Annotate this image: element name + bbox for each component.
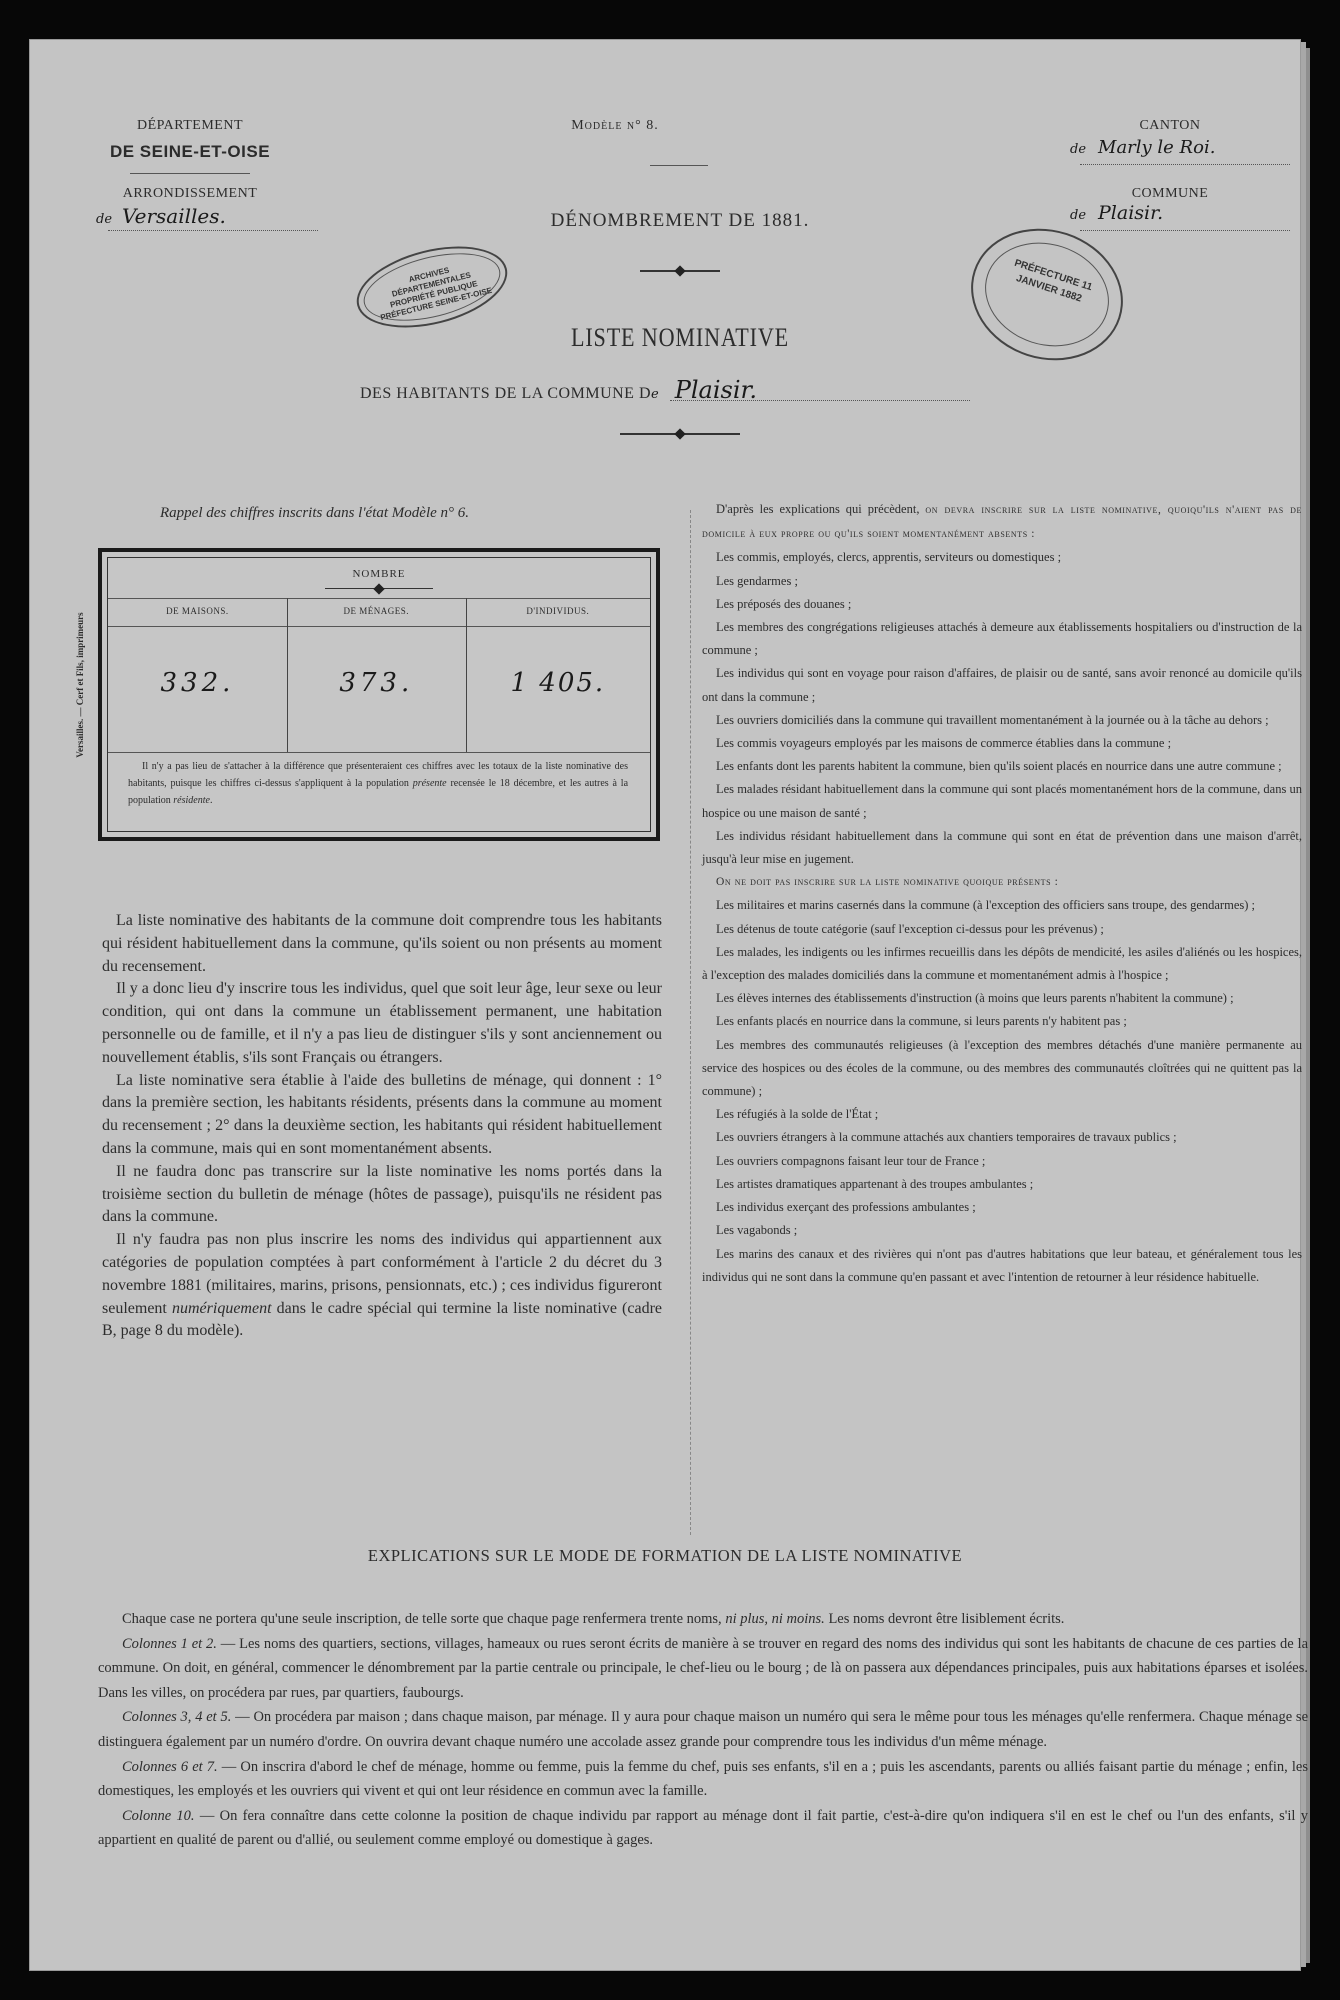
canton-value: Marly le Roi.	[1098, 137, 1216, 158]
departement-value: DE SEINE-ET-OISE	[109, 142, 271, 161]
liste-commune-line	[670, 400, 970, 401]
right-item: Les gendarmes ;	[716, 573, 798, 588]
canton-line	[1080, 164, 1290, 165]
modele-label: Modèle n° 8.	[571, 118, 659, 133]
explication-paragraph: Colonne 10. — On fera connaître dans cette colonne la position de chaque individu par rapport au ménage dont il fait partie, c'est-à-dire qu'on indiquera s'il en est le chef ou l'un des enfants, s'il y appartient en qualité de parent ou d'allié, ou seulement comme employé ou domestique à gages.	[98, 1807, 1309, 1849]
archives-stamp-text: ARCHIVES DÉPARTEMENTALES PROPRIÉTÉ PUBLIQUE PRÉFECTURE SEINE-ET-OISE	[379, 265, 493, 323]
right-item: Les militaires et marins casernés dans la commune (à l'exception des officiers sans troupe, des gendarmes) ;	[716, 898, 1255, 913]
right-item: Les commis voyageurs employés par les maisons de commerce établies dans la commune ;	[716, 736, 1172, 751]
right-item: Les enfants placés en nourrice dans la commune, si leurs parents n'y habitent pas ;	[716, 1014, 1127, 1029]
col-maisons-header: DE MAISONS.	[166, 606, 229, 616]
arrondissement-label: ARRONDISSEMENT	[122, 186, 258, 201]
right-heading: On ne doit pas inscrire sur la liste nominative quoique présents :	[716, 876, 1059, 889]
commune-label: COMMUNE	[1131, 186, 1209, 201]
left-paragraph: Il n'y faudra pas non plus inscrire les noms des individus qui appartiennent aux catégories de population comptées à part conformément à l'article 2 du décret du 3 novembre 1881 (militaires, marins, prisons, pensionnats, etc.) ; ces individus figureront seulement numériquement dans le cadre spécial qui termine la liste nominative (cadre B, page 8 du modèle).	[102, 1231, 662, 1340]
commune-value: Plaisir.	[1098, 202, 1164, 224]
right-intro: D'après les explications qui précèdent, on devra inscrire sur la liste nominative, quoiqu'ils n'aient pas de domicile à eux propre ou qu'ils soient momentanément absents :	[702, 502, 1303, 541]
right-item: Les ouvriers domiciliés dans la commune qui travaillent momentanément à la journée ou à la tâche au dehors ;	[716, 712, 1269, 727]
col-individus-header: D'INDIVIDUS.	[526, 606, 590, 616]
arrondissement-field	[96, 204, 316, 230]
right-item: Les artistes dramatiques appartenant à des troupes ambulantes ;	[716, 1176, 1034, 1191]
canton-prefix: de	[1070, 142, 1087, 157]
right-item: Les ouvriers étrangers à la commune attachés aux chantiers temporaires de travaux publics ;	[716, 1130, 1177, 1145]
table-header: NOMBRE	[352, 568, 406, 580]
right-item: Les commis, employés, clercs, apprentis, serviteurs ou domestiques ;	[716, 550, 1062, 565]
commune-prefix: de	[1070, 208, 1087, 223]
right-item: Les réfugiés à la solde de l'État ;	[716, 1107, 879, 1122]
arrondissement-value: Versailles.	[122, 204, 226, 228]
departement-label: DÉPARTEMENT	[136, 118, 244, 133]
rappel-caption: Rappel des chiffres inscrits dans l'état Modèle n° 6.	[160, 505, 470, 521]
modele-rule	[650, 165, 708, 166]
left-paragraph: La liste nominative des habitants de la commune doit comprendre tous les habitants qui résident habituellement dans la commune, qu'ils soient ou non présents au moment du recensement.	[102, 912, 662, 975]
right-item: Les membres des congrégations religieuses attachés à demeure aux établissements hospitaliers ou d'instruction de la commune ;	[702, 620, 1302, 658]
explications-title: EXPLICATIONS SUR LE MODE DE FORMATION DE LA LISTE NOMINATIVE	[367, 1546, 963, 1565]
right-item: Les préposés des douanes ;	[716, 596, 852, 611]
right-item: Les malades, les indigents ou les infirmes recueillis dans les dépôts de mendicité, les asiles d'aliénés ou les hospices, à l'exception des malades domiciliés dans la commune et momentanément admis à l'hospice ;	[702, 944, 1302, 983]
right-item: Les enfants dont les parents habitent la commune, bien qu'ils soient placés en nourrice dans une autre commune ;	[716, 759, 1282, 774]
liste-ornament	[620, 433, 740, 435]
arrondissement-prefix: de	[96, 212, 113, 227]
explication-paragraph: Chaque case ne portera qu'une seule inscription, de telle sorte que chaque page renfermera trente noms, ni plus, ni moins. Les noms devront être lisiblement écrits.	[122, 1611, 1065, 1627]
rappel-table	[98, 548, 660, 841]
commune-field	[1070, 202, 1310, 228]
right-item: Les vagabonds ;	[716, 1223, 798, 1238]
right-item: Les membres des communautés religieuses (à l'exception des membres détachés d'une manière permanente au service des hospices ou des écoles de la commune, ou des membres des communautés cloîtrées qui ne quittent pas la commune) ;	[702, 1037, 1302, 1099]
right-item: Les marins des canaux et des rivières qui n'ont pas d'autres habitations que leur bateau, et généralement tous les individus qui ne sont dans la commune qu'en passant et avec l'intention de retourner à leur résidence habituelle.	[702, 1246, 1302, 1284]
left-paragraph: Il ne faudra donc pas transcrire sur la liste nominative les noms portés dans la troisième section du bulletin de ménage (hôtes de passage), puisqu'ils ne résident pas dans la commune.	[102, 1162, 662, 1226]
ornament-rule	[640, 270, 720, 272]
liste-commune-value: Plaisir.	[674, 376, 757, 404]
arrondissement-line	[108, 230, 318, 231]
liste-commune-prefix: e	[651, 387, 659, 402]
prefecture-stamp	[954, 209, 1140, 379]
commune-line	[1080, 230, 1290, 231]
table-note: Il n'y a pas lieu de s'attacher à la différence que présenteraient ces chiffres avec les totaux de la liste nominative des habitants, puisque les chiffres ci-dessus s'appliquent à la population présente recensée le 18 décembre, et les autres à la population résidente.	[128, 761, 629, 806]
header-rule	[130, 173, 250, 174]
prefecture-stamp-text: PRÉFECTURE 11 JANVIER 1882	[1012, 257, 1094, 305]
right-item: Les malades résidant habituellement dans la commune qui sont placés momentanément hors de la commune, dans un hospice ou une maison de santé ;	[702, 782, 1302, 820]
right-column-text	[702, 498, 1302, 1289]
right-item: Les individus qui sont en voyage pour raison d'affaires, de plaisir ou de santé, sans avoir renoncé au domicile qu'ils ont dans la commune ;	[702, 666, 1302, 704]
right-item: Les détenus de toute catégorie (sauf l'exception ci-dessus pour les prévenus) ;	[716, 921, 1104, 936]
liste-subtitle-text: DES HABITANTS DE LA COMMUNE D	[360, 385, 651, 402]
explications-text	[98, 1607, 1308, 1853]
census-form-page	[30, 40, 1309, 1970]
table-header-ornament	[325, 588, 433, 589]
liste-subtitle	[360, 376, 1060, 406]
left-paragraph: La liste nominative sera établie à l'aide des bulletins de ménage, qui donnent : 1° dans la première section, les habitants résidents, présents dans la commune au moment du recensement ; 2° dans la deuxième section, les habitants qui résident habituellement dans la commune, mais qui en sont momentanément absents.	[102, 1071, 662, 1157]
right-item: Les individus exerçant des professions ambulantes ;	[716, 1200, 976, 1215]
denombrement-title: DÉNOMBREMENT DE 1881.	[550, 210, 810, 231]
liste-nominative-title: LISTE NOMINATIVE	[571, 323, 789, 352]
col-menages-header: DE MÉNAGES.	[343, 606, 410, 616]
archives-stamp	[348, 232, 515, 341]
explication-paragraph: Colonnes 6 et 7. — On inscrira d'abord le chef de ménage, homme ou femme, puis la femme du chef, puis ses enfants, s'il en a ; puis les ascendants, parents ou alliés faisant partie du ménage ; enfin, les domestiques, les employés et les ouvriers qui vivent et qui ont leur résidence en commun avec la famille.	[98, 1758, 1308, 1800]
explication-paragraph: Colonnes 1 et 2. — Les noms des quartiers, sections, villages, hameaux ou rues seront écrits de manière à se trouver en regard des noms des individus qui sont les habitants de chacune de ces parties de la commune. On doit, en général, commencer le dénombrement par la partie centrale ou principale, le chef-lieu ou le bourg ; de là on passera aux dépendances principales, puis aux habitations éparses et isolées. Dans les villes, on procédera par rues, par quartiers, faubourgs.	[98, 1635, 1309, 1701]
value-individus: 1 405.	[510, 668, 606, 698]
left-column-text	[102, 910, 662, 1343]
value-menages: 373.	[339, 668, 414, 698]
right-item: Les ouvriers compagnons faisant leur tour de France ;	[716, 1153, 986, 1168]
column-separator	[690, 510, 691, 1535]
canton-label: CANTON	[1139, 118, 1201, 133]
right-item: Les élèves internes des établissements d'instruction (à moins que leurs parents n'habitent la commune) ;	[716, 991, 1234, 1006]
printer-imprint: Versailles. — Cerf et Fils, imprimeurs	[75, 612, 85, 758]
explication-paragraph: Colonnes 3, 4 et 5. — On procédera par maison ; dans chaque maison, par ménage. Il y aura pour chaque maison un numéro qui sera le même pour tous les ménages qu'elle renfermera. Chaque ménage se distinguera également par un numéro d'ordre. On ouvrira devant chaque numéro une accolade assez grande pour comprendre tous les individus d'un même ménage.	[98, 1709, 1309, 1750]
left-paragraph: Il y a donc lieu d'y inscrire tous les individus, quel que soit leur âge, leur sexe ou leur condition, qui ont dans la commune un établissement permanent, une habitation personnelle ou de famille, et il n'y a pas lieu de distinguer s'ils y sont anciennement ou nouvellement établis, s'ils sont Français ou étrangers.	[102, 980, 662, 1066]
value-maisons: 332.	[160, 668, 235, 698]
canton-field	[1070, 137, 1310, 163]
right-item: Les individus résidant habituellement dans la commune qui sont en état de prévention dans une maison d'arrêt, jusqu'à leur mise en jugement.	[702, 828, 1302, 867]
